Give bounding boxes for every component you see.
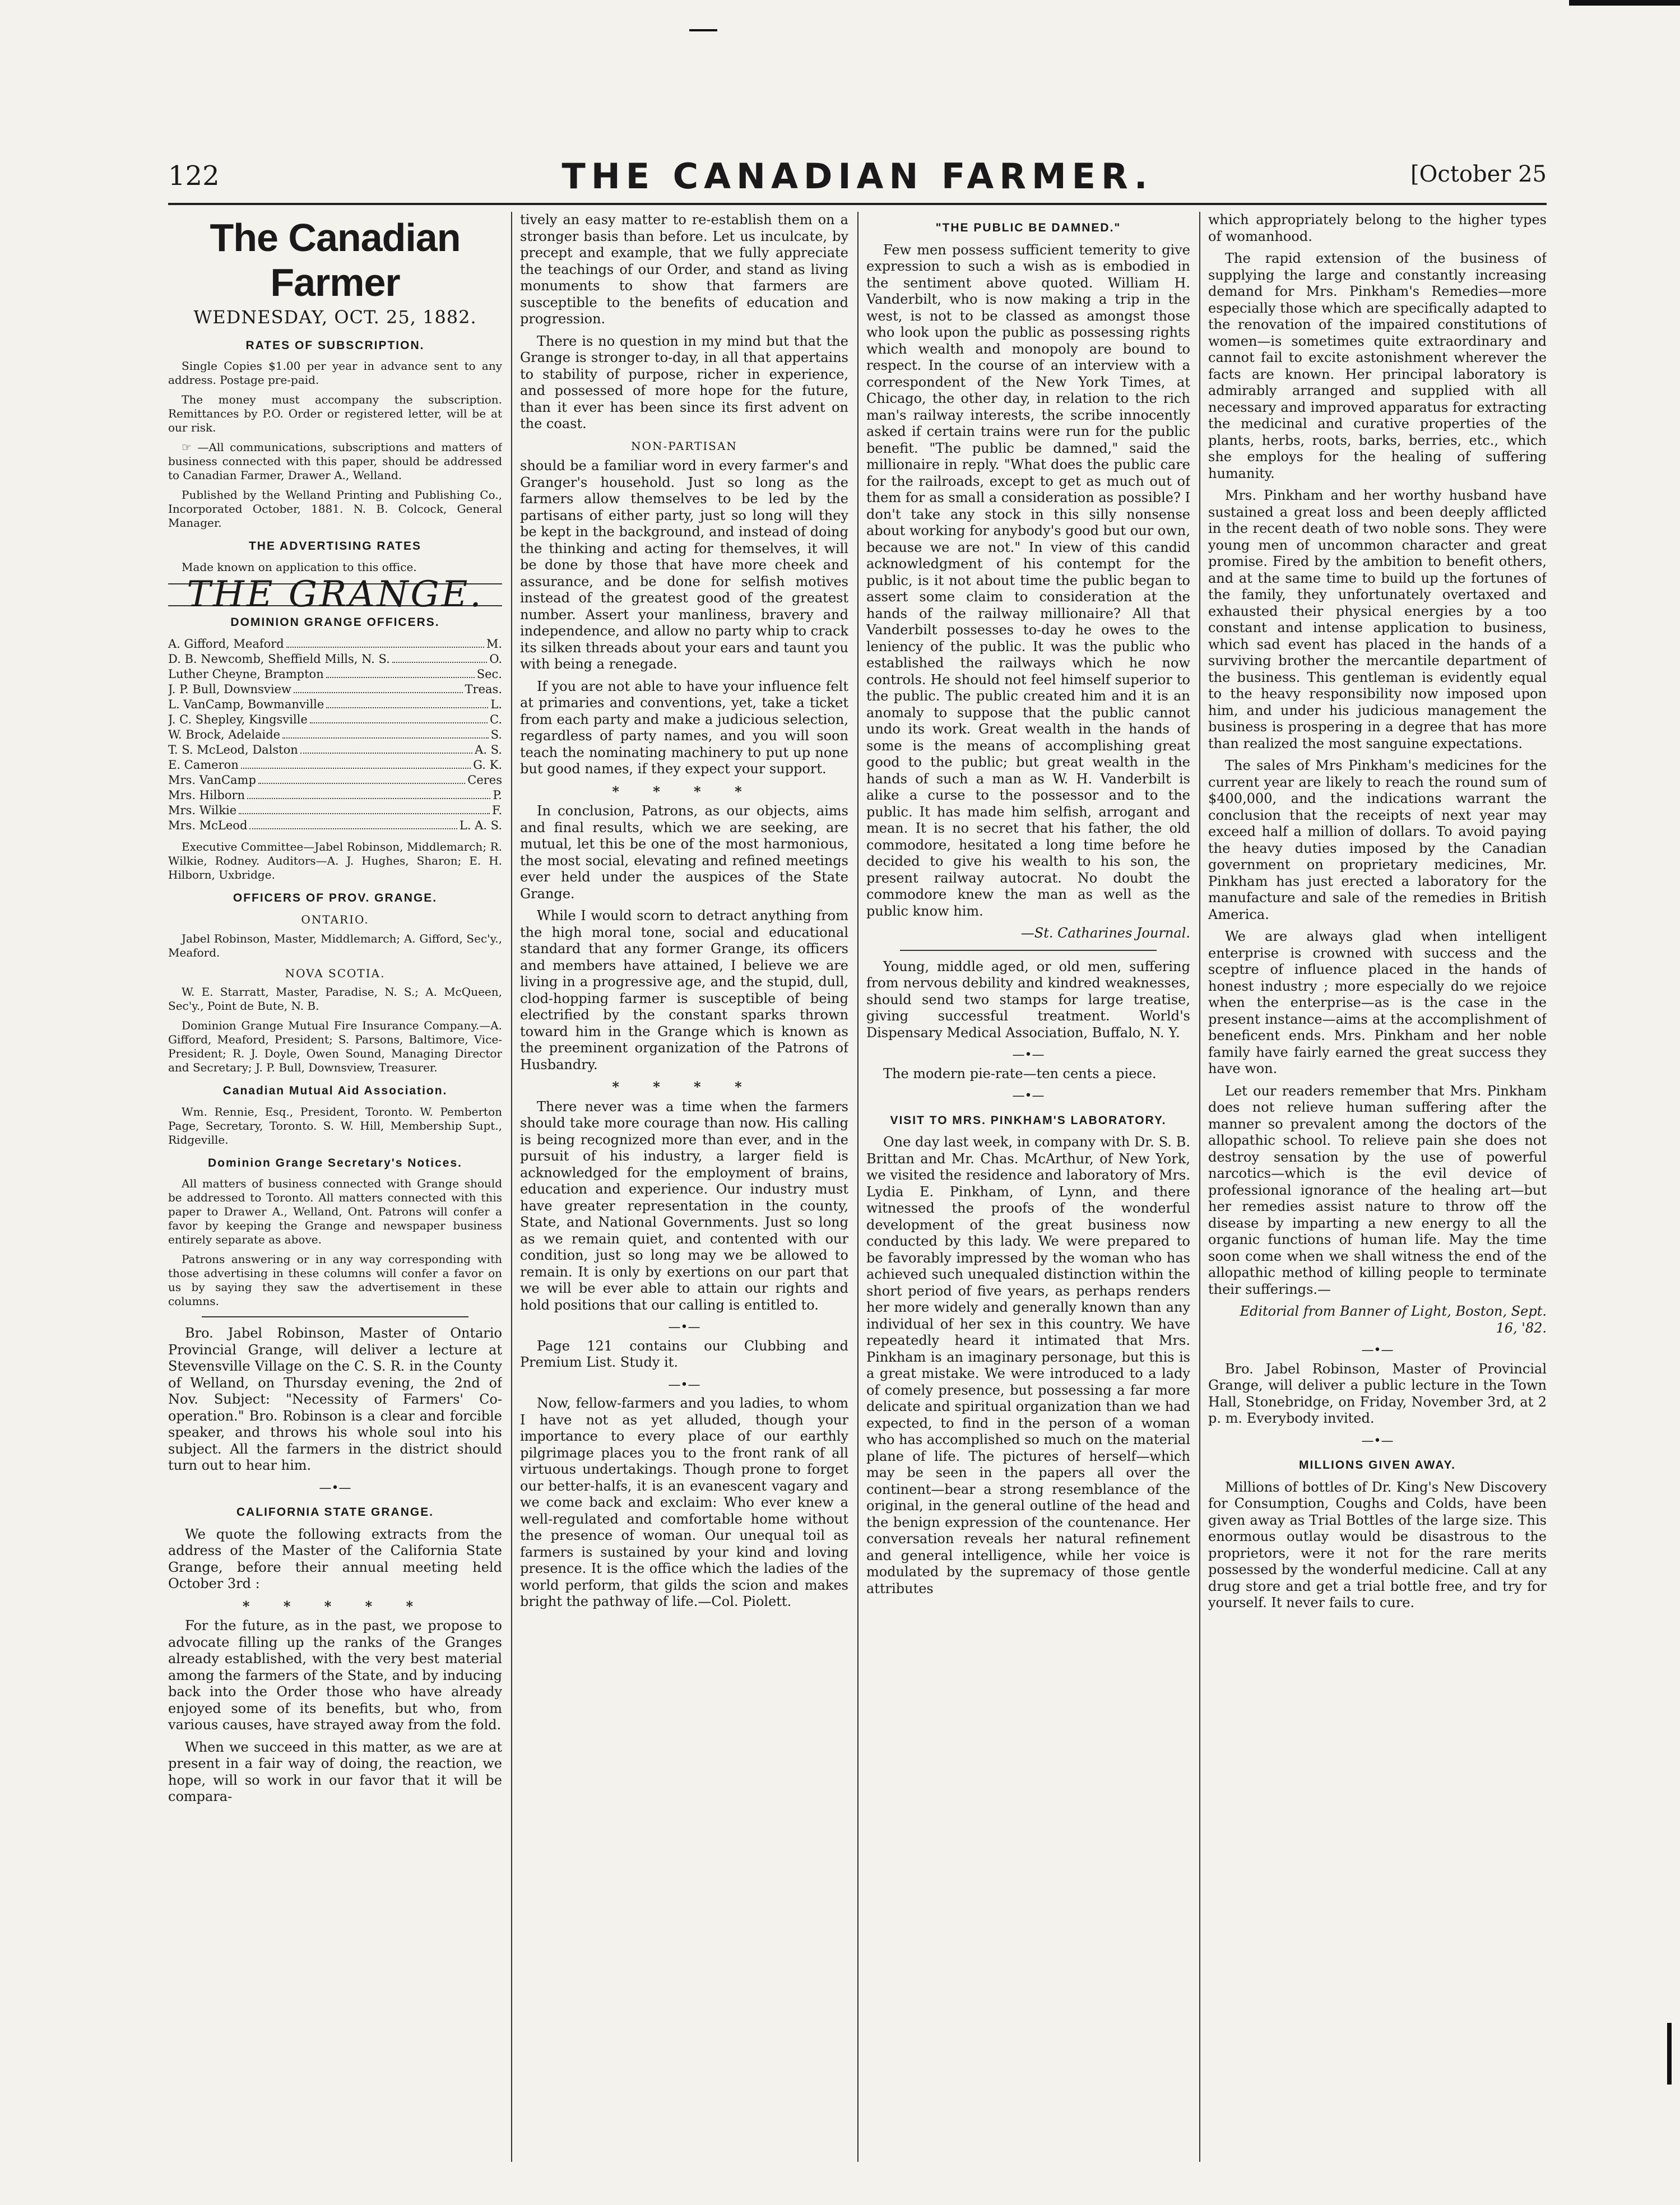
nova-scotia-officers: W. E. Starratt, Master, Paradise, N. S.; A. McQueen, Sec'y., Point de Bute, N. B. [168,985,502,1013]
officers-list [168,637,502,833]
millions-heading: MILLIONS GIVEN AWAY. [1299,1459,1456,1471]
section-stars: * * * * [612,783,757,800]
scan-mark [689,29,717,31]
notices-heading: Dominion Grange Secretary's Notices. [208,1156,462,1169]
officer-row: L. VanCamp, Bowmanville L. [168,697,502,711]
article-source: Editorial from Banner of Light, Boston, Sept. 16, '82. [1240,1303,1547,1336]
ornament: —•— [1012,1048,1045,1062]
clubbing-notice: Page 121 contains our Clubbing and Premium List. Study it. [520,1338,848,1370]
column-rule [857,212,858,2162]
article-paragraph: For the future, as in the past, we propose to advocate filling up the ranks of the Granges already established, with the very best material among the farmers of the State, and by inducing back into the Order those who have already enjoyed some of its benefits, but who, from various causes, have strayed away from the fold. [168,1618,502,1733]
officer-row: T. S. McLeod, Dalston A. S. [168,742,502,756]
section-divider [202,1316,468,1317]
officer-row: A. Gifford, Meaford M. [168,637,502,651]
article-paragraph: The rapid extension of the business of supplying the large and constantly increasing demand for Mrs. Pinkham's Remedies—more especially those which are specifically adapted to the renovation of the impaired constitutions of women—is sometimes quite extraordinary and cannot fail to excite astonishment wherever the facts are known. Her principal laboratory is admirably arranged and supplied with all necessary and improved apparatus for extracting the medicinal and curative properties of the plants, herbs, roots, barks, berries, etc., which she employs for the healing of suffering humanity. [1208,250,1547,481]
column-4 [1208,212,1547,2162]
fire-insurance-officers: Dominion Grange Mutual Fire Insurance Company.—A. Gifford, Meaford, President; S. Parsons, Baltimore, Vice-President; R. J. Doyle, Owen Sound, Managing Director and Secretary; J. P. Bull, Downsview, Treasurer. [168,1019,502,1074]
ornament: —•— [1361,1343,1394,1357]
page-title: THE CANADIAN FARMER. [561,156,1153,197]
notice-text: All matters of business connected with Grange should be addressed to Toronto. All matters connected with this paper to Drawer A., Welland, Ont. Patrons will confer a favor by keeping the Grange and newspaper business entirely separate as above. [168,1177,502,1246]
dateline: WEDNESDAY, OCT. 25, 1882. [193,307,477,328]
article-paragraph: Let our readers remember that Mrs. Pinkham does not relieve human suffering after the manner so prevalent among the doctors of the allopathic school. To relieve pain she does not destroy sensation by the use of powerful narcotics—which is the evil device of professional ignorance of the healing art—but her remedies assist nature to throw off the disease by imparting a new energy to all the organic functions of human life. May the time soon come when we shall witness the end of the allopathic method of killing people to terminate their sufferings.— [1208,1083,1547,1297]
article-paragraph: When we succeed in this matter, as we are at present in a fair way of doing, the reaction, we hope, will so work in our favor that it will be compara- [168,1739,502,1804]
article-paragraph: In conclusion, Patrons, as our objects, aims and final results, which we are seeking, are mutual, let this be one of the most harmonious, the most social, elevating and refined meetings ever held under the auspices of the State Grange. [520,803,848,902]
ornament: —•— [668,1377,700,1392]
officer-row: Mrs. McLeod L. A. S. [168,818,502,832]
article-paragraph: Mrs. Pinkham and her worthy husband have sustained a great loss and been deeply afflicted in the recent death of two noble sons. They were young men of uncommon character and great promise. Fired by the ambition to benefit others, and at the same time to build up the fortunes of the family, they unfortunately overtaxed and exhausted their physical energies by a too constant and intense application to business, which sad event has placed in the hands of a surviving brother the mercantile department of the business. This gentleman is evidently equal to the heavy responsibility now imposed upon him, and under his judicious management the business is prospering in a degree that has more than realized the most sanguine expectations. [1208,488,1547,751]
notice-text: Patrons answering or in any way corresponding with those advertising in these columns will confer a favor on us by saying they saw the advertisement in these columns. [168,1252,502,1308]
rates-text: ☞ —All communications, subscriptions and matters of business connected with this paper, should be addressed to Canadian Farmer, Drawer A., Welland. [168,440,502,482]
article-paragraph: Now, fellow-farmers and you ladies, to whom I have not as yet alluded, though your importance to every place of our earthly pilgrimage places you to the front rank of all virtuous undertakings. Though prone to forget our better-halfs, it is an evanescent vagary and we come back and exclaim: Who ever knew a well-regulated and comfortable home without the presence of woman. Our unequal toil as farmers is sustained by your kind and loving presence. It is the office which the ladies of the world perform, that gilds the scion and makes bright the pathway of life.—Col. Piolett. [520,1395,848,1609]
article-paragraph: The sales of Mrs Pinkham's medicines for the current year are likely to reach the round sum of $400,000, and the indications warrant the conclusion that the receipts of next year may exceed half a million of dollars. To avoid paying the heavy duties imposed by the Canadian government on proprietary medicines, Mr. Pinkham has just erected a laboratory for the manufacture and sale of the remedies in British America. [1208,758,1547,922]
ornament: —•— [668,1320,700,1334]
grange-section-title: THE GRANGE. [168,583,502,607]
california-grange-heading: CALIFORNIA STATE GRANGE. [236,1506,434,1519]
executive-committee: Executive Committee—Jabel Robinson, Middlemarch; R. Wilkie, Rodney. Auditors—A. J. Hughes, Sharon; E. H. Hilborn, Uxbridge. [168,839,502,881]
section-stars: * * * * * [242,1598,428,1614]
public-be-damned-heading: "THE PUBLIC BE DAMNED." [935,221,1121,234]
column-rule [1199,212,1200,2162]
article-source: —St. Catharines Journal. [1020,925,1190,941]
column-3 [866,212,1190,2162]
officer-row: Mrs. Wilkie F. [168,803,502,817]
page-header [168,156,1547,201]
rates-text: Published by the Welland Printing and Publishing Co., Incorporated October, 1881. N. B. Colcock, General Manager. [168,488,502,530]
advertising-text: Made known on application to this office. [182,560,417,574]
officer-row: J. C. Shepley, Kingsville C. [168,712,502,726]
officer-row: D. B. Newcomb, Sheffield Mills, N. S. O. [168,652,502,666]
nova-scotia-heading: NOVA SCOTIA. [285,966,386,980]
article-paragraph: We quote the following extracts from the address of the Master of the California State Grange, before their annual meeting held October 3rd : [168,1526,502,1591]
column-2 [520,212,848,2162]
article-paragraph: There never was a time when the farmers should take more courage than now. His calling is being recognized more than ever, and in the pursuit of his industry, a larger field is acknowledged for the employment of brains, education and experience. Our industry must have greater representation in the county, State, and National Governments. Just so long as we remain quiet, and contented with our condition, just so long may we be allowed to remain. It is only by exertions on our part that we will be ever able to attain our rights and hold positions that our calling is entitled to. [520,1098,848,1313]
non-partisan-heading: NON-PARTISAN [631,439,737,453]
article-paragraph: which appropriately belong to the higher types of womanhood. [1208,212,1547,244]
page-date: [October 25 [1410,161,1547,187]
scan-mark [1667,2023,1672,2085]
mutual-aid-heading: Canadian Mutual Aid Association. [222,1084,448,1097]
article-paragraph: One day last week, in company with Dr. S. B. Brittan and Mr. Chas. McArthur, of New York, we visited the residence and laboratory of Mrs. Lydia E. Pinkham, of Lynn, and there witnessed the proofs of the wonderful development of the great business now conducted by this lady. We were prepared to be favorably impressed by the woman who has achieved such unequaled distinction within the short period of five years, as perhaps renders her more widely and generally known than any individual of her sex in this country. We have repeatedly heard it intimated that Mrs. Pinkham is an imaginary personage, but this is a great mistake. We were introduced to a lady of comely presence, but possessing a far more delicate and spiritual organization than we had expected, to find in the person of a woman who has accomplished so much on the material plane of life. The pictures of herself—which may be seen in the papers all over the continent—bear a strong resemblance of the original, in the general outline of the head and the benign expression of the countenance. Her conversation reveals her natural refinement and general intelligence, while her voice is modulated by the supremacy of those gentle attributes [866,1134,1190,1596]
ornament: —•— [319,1480,351,1495]
officer-row: Luther Cheyne, Brampton Sec. [168,667,502,681]
officer-row: J. P. Bull, Downsview Treas. [168,682,502,696]
ornament: —•— [1361,1433,1394,1448]
advertising-heading: THE ADVERTISING RATES [248,540,422,553]
article-paragraph: While I would scorn to detract anything from the high moral tone, social and educational standard that any former Grange, its officers and members have attained, I believe we are living in a progressive age, and the stupid, dull, clod-hopping farmer is susceptible of being electrified by the constant sparks thrown toward him in the Grange which is known as the preeminent organization of the Patrons of Husbandry. [520,908,848,1073]
article-paragraph: Few men possess sufficient temerity to give expression to such a wish as is embodied in the sentiment above quoted. William H. Vanderbilt, who is now making a trip in the west, is not to be classed as amongst those who look upon the public as possessing rights which wealth and monopoly are bound to respect. In the course of an interview with a correspondent of the New York Times, at Chicago, the other day, in relation to the rich man's railway interests, the scribe innocently asked if certain trains were run for the public benefit. "The public be damned," said the millionaire in reply. "What does the public care for the railroads, except to get as much out of them for as small a consideration as possible? I don't take any stock in this silly nonsense about working for anybody's good but our own, because we are not." In view of this candid acknowledgment of his contempt for the public, is it not about time the public began to assert some claim to consideration at the hands of the railway millionaire? All that Vanderbilt possesses to-day he owes to the leniency of the public. It was the public who established the railways which he now controls. He should not feel himself superior to the public. The public created him and it is an anomaly to suppose that the public cannot undo its work. Great wealth in the hands of some is the means of accomplishing great good to the public; but great wealth in the hands of such a man as W. H. Vanderbilt is alike a curse to the possessor and to the public. It has made him selfish, arrogant and mean. It is no secret that his father, the old commodore, hesitated a long time before he decided to give his wealth to his son, the present railway autocrat. No doubt the commodore knew the man as well as the public know him. [866,242,1190,919]
advertisement-text: Young, middle aged, or old men, suffering from nervous debility and kindred weaknesses, should send two stamps for large treatise, giving successful treatment. World's Dispensary Medical Association, Buffalo, N. Y. [866,958,1190,1041]
prov-officers-heading: OFFICERS OF PROV. GRANGE. [233,891,438,904]
rates-text: Single Copies $1.00 per year in advance sent to any address. Postage pre-paid. [168,359,502,387]
ontario-heading: ONTARIO. [301,913,369,926]
rates-heading: RATES OF SUBSCRIPTION. [245,338,425,352]
pinkham-visit-heading: VISIT TO MRS. PINKHAM'S LABORATORY. [890,1113,1167,1127]
header-rule [168,203,1547,205]
column-1 [168,212,502,2162]
scan-mark [1569,0,1680,6]
column-rule [511,212,512,2162]
page-number: 122 [168,160,220,192]
section-stars: * * * * [612,1079,757,1095]
robinson-stonebridge-notice: Bro. Jabel Robinson, Master of Provincial Grange, will deliver a public lecture in the Town Hall, Stonebridge, on Friday, November 3rd, at 2 p. m. Everybody invited. [1208,1361,1547,1426]
mutual-aid-officers: Wm. Rennie, Esq., President, Toronto. W. Pemberton Page, Secretary, Toronto. S. W. Hill, Membership Supt., Ridgeville. [168,1104,502,1146]
article-paragraph: tively an easy matter to re-establish them on a stronger basis than before. Let us inculcate, by precept and example, that we fully appreciate the teachings of our Order, and stand as living monuments to show that farmers are susceptible to the benefits of education and progression. [520,212,848,327]
ornament: —•— [1012,1089,1045,1103]
dominion-officers-heading: DOMINION GRANGE OFFICERS. [230,616,440,629]
article-paragraph: There is no question in my mind but that the Grange is stronger to-day, in all that appertains to stability of purpose, richer in experience, and possessed of more hope for the future, than it ever has been since its first advent on the coast. [520,333,848,431]
section-divider [900,950,1157,951]
officer-row: W. Brock, Adelaide S. [168,727,502,741]
article-paragraph: Millions of bottles of Dr. King's New Discovery for Consumption, Coughs and Colds, have been given away as Trial Bottles of the large size. This enormous outlay would be disastrous to the proprietors, were it not for the rare merits possessed by the wonderful medicine. Call at any drug store and get a trial bottle free, and try for yourself. It never fails to cure. [1208,1479,1547,1610]
officer-row: Mrs. Hilborn P. [168,788,502,802]
filler-text: The modern pie-rate—ten cents a piece. [883,1065,1157,1081]
masthead: The Canadian Farmer [210,216,461,304]
rates-text: The money must accompany the subscription. Remittances by P.O. Order or registered letter, will be at our risk. [168,393,502,434]
ontario-officers: Jabel Robinson, Master, Middlemarch; A. Gifford, Sec'y., Meaford. [168,931,502,959]
robinson-lecture-notice: Bro. Jabel Robinson, Master of Ontario Provincial Grange, will deliver a lecture at Stevensville Village on the C. S. R. in the County of Welland, on Thursday evening, the 2nd of Nov. Subject: "Necessity of Farmers' Co-operation." Bro. Robinson is a clear and forcible speaker, and throws his whole soul into his subject. All the farmers in the district should turn out to hear him. [168,1325,502,1473]
article-paragraph: should be a familiar word in every farmer's and Granger's household. Just so long as the farmers allow themselves to be led by the partisans of either party, just so long will they be kept in the background, and instead of doing the thinking and acting for themselves, it will be done by those that have more cheek and assurance, and be done for selfish motives instead of the greatest good of the greatest number. Assert your manliness, bravery and independence, and allow no party whip to crack its silken threads about your ears and taunt you with being a renegade. [520,458,848,672]
article-paragraph: We are always glad when intelligent enterprise is crowned with success and the sceptre of influence placed in the hands of honest industry ; more especially do we rejoice when the enterprise—as is the case in the present instance—aims at the accomplishment of beneficent ends. Mrs. Pinkham and her noble family have fairly earned the great success they have won. [1208,929,1547,1076]
officer-row: Mrs. VanCamp Ceres [168,773,502,787]
officer-row: E. Cameron G. K. [168,758,502,772]
article-paragraph: If you are not able to have your influence felt at primaries and conventions, yet, take a ticket from each party and make a judicious selection, regardless of party names, and you will soon teach the nominating machinery to put up none but good names, if they expect your support. [520,678,848,777]
